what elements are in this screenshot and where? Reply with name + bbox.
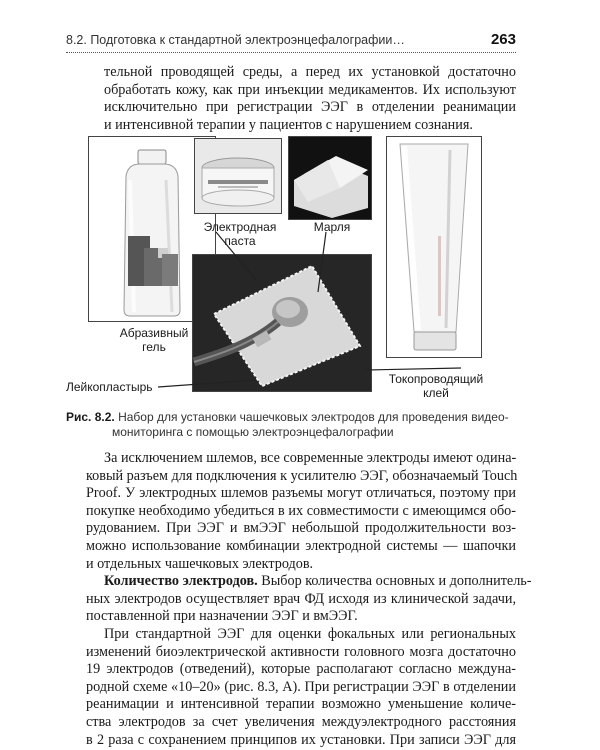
text-line: исключительно при регистрации ЭЭГ в отделении реанимации (104, 99, 516, 116)
text-line: тельной проводящей среды, а перед их установкой достаточно (104, 64, 516, 80)
label-electrode-paste: Электродная паста (203, 220, 277, 248)
text-line: При стандартной ЭЭГ для оценки фокальных или региональных (104, 626, 516, 642)
section-title: 8.2. Подготовка к стандартной электроэнцефалографии… (66, 33, 405, 47)
text-line: рудованием. При ЭЭГ и вмЭЭГ небольшой продолжительности воз- (86, 520, 516, 537)
text-line: обработать кожу, как при инъекции медикаментов. Их используют (104, 81, 516, 98)
label-gauze: Марля (313, 220, 351, 234)
label-conductive-glue: Токопроводящий клей (388, 372, 484, 400)
paragraph-electrode-count (86, 573, 532, 626)
text-line: 19 электродов (отведений), которые располагают согласно междуна- (86, 661, 516, 678)
page-number: 263 (490, 31, 516, 48)
label-pointer-lines (66, 132, 516, 404)
paragraph-connectors (86, 450, 516, 573)
paragraph-lead-in: Количество электродов. (104, 573, 258, 589)
text-line: ковый разъем для подключения к усилителю ЭЭГ, обозначаемый Touch (86, 467, 518, 484)
text-line: За исключением шлемов, все современные электроды имеют одина- (104, 450, 517, 466)
text-span: Выбор количества основных и дополнитель- (257, 573, 532, 589)
text-line: можно использование комбинации электродной системы — шапочки (86, 537, 516, 554)
intro-paragraph (104, 64, 516, 134)
caption-text-cont: мониторинга с помощью электроэнцефалографии (112, 425, 394, 439)
label-abrasive-gel: Абразивный гель (119, 326, 189, 354)
text-line: реанимации и интенсивной терапии возможно уменьшение количе- (86, 696, 516, 713)
caption-text: Набор для установки чашечковых электродов для проведения видео- (114, 410, 509, 424)
pointer-gauze (318, 232, 326, 292)
text-line: родной схеме «10–20» (рис. 8.3, А). При регистрации ЭЭГ в отделении (86, 678, 516, 695)
running-head (66, 30, 516, 53)
text-line: и отдельных чашечковых электродов. (86, 555, 314, 572)
caption-label: Рис. 8.2. (66, 410, 115, 424)
text-line: изменений биоэлектрической активности головного мозга достаточно (86, 643, 516, 660)
text-line: Proof. У электродных шлемов разъемы могут отличаться, поэтому при (86, 485, 516, 502)
text-line: ства электродов за счет увеличения междуэлектродного расстояния (86, 713, 516, 730)
pointer-plaster (158, 380, 256, 387)
figure-caption (66, 410, 516, 440)
figure-8-2 (66, 132, 516, 404)
text-line: и интенсивной терапии у пациентов с нарушением сознания. (104, 116, 473, 133)
label-plaster: Лейкопластырь (66, 380, 153, 394)
text-line: ных электродов осуществляет врач ФД исходя из клинической задачи, (86, 590, 516, 607)
paragraph-standard-eeg (86, 626, 516, 749)
text-line: поставленной при назначении ЭЭГ и вмЭЭГ. (86, 608, 358, 625)
text-line: в 2 раза с сохранением принципов их установки. При записи ЭЭГ для (86, 731, 516, 748)
text-line: покупке необходимо убедиться в их совместимости с имеющимся обо- (86, 502, 516, 519)
pointer-glue (366, 368, 461, 370)
